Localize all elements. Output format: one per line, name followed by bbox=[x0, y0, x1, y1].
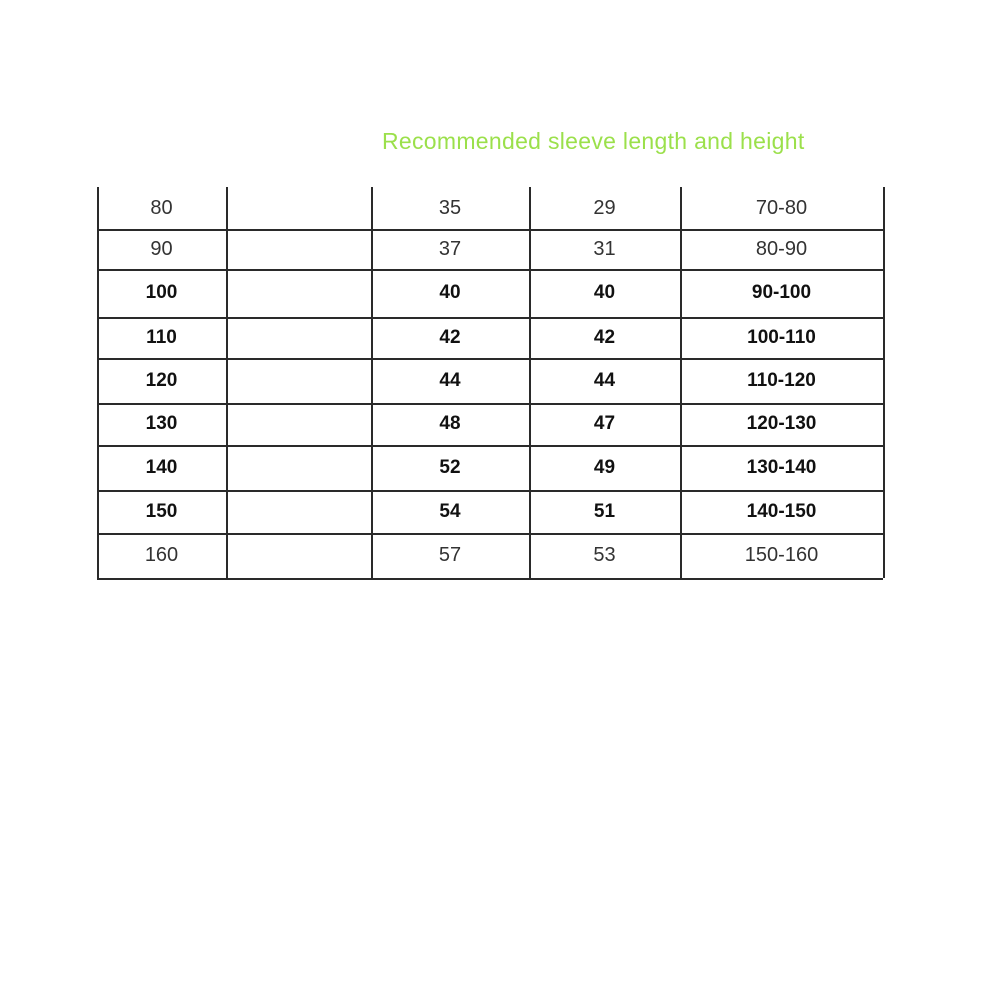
size-cell: 110 bbox=[146, 326, 177, 348]
row-divider bbox=[97, 578, 883, 580]
height-cell: 130-140 bbox=[746, 456, 817, 478]
height-cell: 140-150 bbox=[746, 500, 817, 522]
measure-cell: 40 bbox=[439, 282, 461, 303]
size-cell: 130 bbox=[145, 413, 178, 434]
measure-cell: 29 bbox=[593, 196, 616, 219]
size-cell: 90 bbox=[150, 237, 173, 260]
table-title: Recommended sleeve length and height bbox=[382, 128, 805, 154]
size-cell: 80 bbox=[150, 196, 173, 219]
height-cell: 90-100 bbox=[751, 282, 812, 303]
measure-cell: 35 bbox=[438, 196, 462, 219]
height-cell: 120-130 bbox=[746, 413, 817, 434]
measure-cell: 52 bbox=[439, 456, 461, 478]
height-cell: 80-90 bbox=[755, 237, 808, 260]
empty-cell bbox=[226, 445, 371, 490]
empty-cell bbox=[226, 358, 371, 403]
height-cell: 100-110 bbox=[747, 326, 816, 348]
measure-cell: 44 bbox=[593, 369, 616, 391]
measure-cell: 49 bbox=[593, 456, 616, 478]
measure-cell: 42 bbox=[439, 326, 461, 348]
empty-cell bbox=[226, 490, 371, 533]
size-cell: 160 bbox=[144, 544, 179, 566]
measure-cell: 40 bbox=[593, 282, 616, 303]
measure-cell: 57 bbox=[438, 544, 462, 566]
size-table bbox=[97, 187, 883, 578]
empty-cell bbox=[226, 403, 371, 445]
measure-cell: 51 bbox=[593, 500, 616, 522]
measure-cell: 31 bbox=[593, 237, 616, 260]
measure-cell: 53 bbox=[593, 544, 616, 566]
empty-cell bbox=[226, 187, 371, 229]
empty-cell bbox=[226, 317, 371, 358]
column-divider bbox=[883, 187, 885, 578]
size-cell: 120 bbox=[145, 369, 178, 391]
measure-cell: 44 bbox=[439, 369, 461, 391]
measure-cell: 37 bbox=[438, 237, 462, 260]
empty-cell bbox=[226, 533, 371, 578]
measure-cell: 47 bbox=[593, 413, 616, 434]
height-cell: 110-120 bbox=[747, 369, 816, 391]
size-cell: 150 bbox=[145, 500, 178, 522]
measure-cell: 42 bbox=[593, 326, 616, 348]
measure-cell: 54 bbox=[439, 500, 461, 522]
height-cell: 70-80 bbox=[755, 196, 808, 219]
size-cell: 100 bbox=[145, 282, 178, 303]
empty-cell bbox=[226, 269, 371, 317]
size-cell: 140 bbox=[145, 456, 178, 478]
height-cell: 150-160 bbox=[744, 544, 819, 566]
measure-cell: 48 bbox=[439, 413, 461, 434]
empty-cell bbox=[226, 229, 371, 269]
